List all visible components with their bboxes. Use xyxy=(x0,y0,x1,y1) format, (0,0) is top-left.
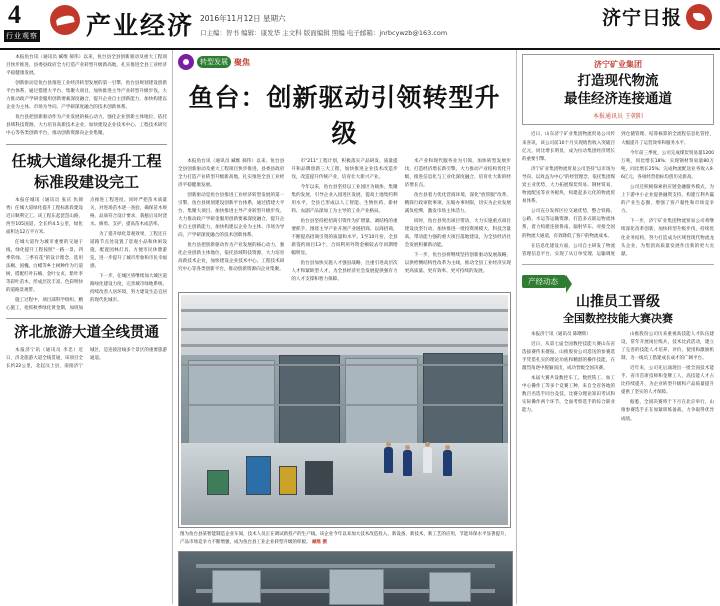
right-article-1-byline: 本报通讯员 王朝阳 xyxy=(593,113,643,121)
photo-machine xyxy=(212,570,261,603)
main-column xyxy=(172,50,517,604)
kicker-tag-secondary: 聚焦 xyxy=(234,57,250,67)
publication-date: 2016年11月12日 星期六 xyxy=(200,14,286,23)
paragraph: 本报鱼台讯（通讯员 臧维 郝伟）以来，鱼台县全县创新驱动及重大工程项目快步推进，县委县政府全力打造产业转型升级新高地，扎实推进全县工业经济平稳健康发展。 xyxy=(6,55,167,77)
right-article-2-title xyxy=(522,291,714,331)
paragraph: 今年前三季度，公司完成煤炭贸易量1200万吨，同比增长18%；实现钢材贸易量80万吨，同比增长25%；完成物流配送业务收入9.6亿元，各项经营指标均创历史新高。 xyxy=(621,150,714,180)
photo-pipe xyxy=(181,364,508,366)
right-article-1 xyxy=(522,54,714,125)
paragraph: 本届大赛共设数控车工、数控铣工、加工中心操作工等多个竞赛工种，来自全省各地的数百名选手同台竞技。比赛分理论知识考试和实际操作两个环节，全面考察选手的综合职业能力。 xyxy=(522,376,615,414)
paragraph: 任城大道作为城市重要的交通干线，绿化提升工程按照"一路一景、四季常绿、三季有花"的设计理念，选用法桐、国槐、白蜡等乡土树种作为行道树，搭配红叶石楠、金叶女贞、紫叶李等彩叶苗木，形成层次丰富、色彩明快的道路景观带。 xyxy=(6,239,83,293)
left-article-1-title xyxy=(6,144,167,197)
photo-equipment-green xyxy=(207,470,229,495)
main-photo-frame xyxy=(178,292,511,528)
photo-worker xyxy=(423,447,432,473)
paragraph: 今年以来，鱼台县坚持以工业园区为载体，集聚集约发展，引导企业入园进区发展，提高土地集约利用水平，全县已形成以人工智能、生物医药、新材料、农副产品深加工为主导的工业产业格局。 xyxy=(291,185,398,215)
paragraph: 本报济宁讯（通讯员 李忠）近日，济北旅游大道全线贯通，该项目全长约22公里，北起汶上县，南接济宁城区，是连接沿线多个景区的重要旅游通道。 xyxy=(6,348,167,370)
paragraph: 创新驱动是鱼台县推进工业经济转型发展的第一引擎，鱼台县规划建设创新平台体系，通过搭建大平台、集聚大项目，加快推进主导产业转型升级步伐。大力推动政产学研金服用创新要素深度融合，提升企业自主创新能力，加快构建以企业为主体、市场为导向、产学研深度融合的技术创新体系。 xyxy=(178,193,285,239)
photo-caption xyxy=(178,528,511,546)
left-article-2-title: 济北旅游大道全线贯通 xyxy=(6,318,167,348)
paragraph: 近日，从第七届全国数控技能大赛山东省选拔赛传来捷报，山推股份公司选送的参赛选手凭借扎实的理论功底和精湛的操作技能，在激烈角逐中脱颖而出，成功晋级全国决赛。 xyxy=(522,341,615,371)
title-line-1: 任城大道绿化提升工程 xyxy=(11,152,162,171)
lead-headline: 鱼台：创新驱动引领转型升级 xyxy=(188,83,501,148)
photo-pipe xyxy=(196,564,496,568)
editorial-meta: 口主编：智书 编辑：康发华 主文科 版面编辑 照编 电子邮箱：jnrbcywzb@163.com xyxy=(200,29,448,37)
factory-photo xyxy=(181,295,508,525)
title-line-1: 山推员工晋级 xyxy=(576,293,660,310)
paragraph: 鱼台县坚持把招商引资作为扩增量、调结构的重要抓手，围绕主导产业开展产业链招商、以商招商，不断提高招商引资的质量和水平。1至10月份，全县新签约项目13个，合同利用外资金额较去年同期增幅明显。 xyxy=(291,219,398,257)
title-line-1: 打造现代物流 xyxy=(577,73,659,89)
right-article-1-body xyxy=(522,131,714,259)
secondary-photo xyxy=(178,551,513,606)
paragraph: 施工过程中，项目部科学组织、精心施工，抢抓秋季绿化黄金期，加班加点推进工程进度。同时严把苗木质量关，对进场苗木逐一查验，确保苗木规格、品质符合设计要求，栽植后及时浇水、修剪、支护，提高苗木成活率。 xyxy=(6,197,167,311)
right-article-1-title xyxy=(527,72,709,108)
photo-machine xyxy=(423,353,503,452)
purple-lens-icon xyxy=(178,54,194,70)
paragraph: 为了提升绿化景观效果，工程还在道路节点处设置了景观小品和休闲设施，配置园林灯具，方便市民休憩游览，进一步提升了城市形象和市民幸福感。 xyxy=(90,231,167,269)
paragraph: 济宁矿业集团物流贸易公司坚持"以市场为导向、以效益为中心"的经营理念，依托集团煤炭主业优势，大力拓展煤炭贸易、钢材贸易、物流配送等业务板块，构建起多元化的物流贸易体系。 xyxy=(522,166,615,205)
lead-article-col-1 xyxy=(6,54,167,138)
masthead xyxy=(0,0,720,50)
photo-equipment-yellow xyxy=(279,466,297,496)
paragraph: 本报鱼台讯（通讯员 臧维 郝伟）以来，鱼台县全县创新驱动及重大工程项目快步推进，县委县政府全力打造产业转型升级新高地，扎实推进全县工业经济平稳健康发展。 xyxy=(178,159,285,189)
paragraph: 鱼台县把创新驱动作为产业发展的核心动力，强化企业创新主体地位，依托县域科技资源，大力培育高新技术企业，加快建设企业技术中心、工程技术研究中心等各类创新平台，推动创新资源向企业集聚。 xyxy=(6,115,167,137)
photo-pipe xyxy=(181,404,508,406)
paragraph: 鱼台县加快实施人才强县战略，注重引进高层次人才和紧缺型人才，为全县经济社会发展提供强有力的人才支撑和智力保障。 xyxy=(291,261,398,283)
page-body xyxy=(0,50,720,604)
paragraph: 下一步，鱼台县将继续坚持创新驱动发展战略，以供给侧结构性改革为主线，推动全县工业经济实现更高质量、更有效率、更可持续的发展。 xyxy=(404,253,511,275)
paragraph: 下一步，济宁矿业集团物流贸易公司将继续深化改革创新，加快转型升级步伐，持续优化业务结构，努力打造成为区域性现代物流龙头企业，为集团高质量发展作出新的更大贡献。 xyxy=(621,219,714,257)
photo-machine xyxy=(188,360,275,445)
paper-logo xyxy=(602,3,712,30)
page-title: 产业经济 xyxy=(86,11,195,40)
right-article-2-body xyxy=(522,331,714,424)
page-number: 4 xyxy=(8,0,21,29)
photo-machine xyxy=(329,569,384,604)
red-seal-icon xyxy=(686,4,712,30)
right-column xyxy=(517,50,720,604)
photo-machine xyxy=(429,572,471,603)
paragraph: 同时，鱼台县突出项目带动，大力实施重点项目建设攻坚行动，加快推进一批投资规模大、科技含量高、带动能力强的重大项目落地建设，为全县经济社会发展积蓄新动能。 xyxy=(404,219,511,249)
right-article-2-tab-row xyxy=(522,269,714,288)
paragraph: 公司还积极探索供应链金融服务模式，为上下游中小企业提供融资支持，构建互利共赢的产业生态圈，增强了客户黏性和市场竞争力。 xyxy=(621,185,714,215)
photo-equipment-dark xyxy=(305,461,333,495)
lead-kicker xyxy=(178,54,511,70)
paragraph: 市"211"工程计划，积极落实产品研发、质量提升和品牌创新三大工程，加快推进企业技术改造步伐，改造提升传统产业，培育壮大新兴产业。 xyxy=(291,159,398,181)
left-article-1-body xyxy=(6,197,167,313)
paragraph: 近年来，公司先后涌现出一批全国技术能手、省市首席技师和金牌工人，高技能人才占比持续提升，为企业转型升级和产品质量提升提供了坚实的人才保障。 xyxy=(621,365,714,396)
paragraph: 创新驱动是鱼台县推进工业经济转型发展的第一引擎，鱼台县规划建设创新平台体系，通过搭建大平台、集聚大项目，加快推进主导产业转型升级步伐。大力推动政产学研金服用创新要素深度融合，提升企业自主创新能力，加快构建以企业为主体、市场为导向、产学研深度融合的技术创新体系。 xyxy=(6,81,167,111)
divider xyxy=(522,264,714,265)
paragraph: 在信息化建设方面，公司自主研发了物流管理信息平台，实现了从订单受理、运输调度到仓储管理、结算核算的全流程信息化管控，大幅提升了运营效率和服务水平。 xyxy=(522,132,714,257)
title-line-2: 标准段建设完工 xyxy=(33,172,139,191)
red-circle-sun-logo xyxy=(50,5,80,35)
photo-equipment-blue xyxy=(246,456,271,495)
photo-credit: 臧维 摄 xyxy=(311,540,328,546)
photo-worker xyxy=(443,450,452,476)
title-line-2: 最佳经济连接通道 xyxy=(564,91,672,108)
left-article-2-body xyxy=(6,347,167,371)
paragraph: 本报任城讯（通讯员 张庆 仇锦秀）任城大道绿化提升工程标准段建设近日顺利完工。该工程东起琵琶山路，西至105国道，全长约4.5公里，绿化面积达12万平方米。 xyxy=(6,197,83,235)
photo-beam xyxy=(181,344,508,347)
byline: 本报济宁讯（通讯员 陈曙辉） xyxy=(531,331,591,337)
photo-worker xyxy=(384,447,393,473)
section-tab-industry-news[interactable]: 产经动态 xyxy=(522,275,566,288)
photo-machine xyxy=(345,358,419,447)
kicker-tag: 转型发展 xyxy=(197,56,231,68)
paragraph: 鱼台县着力优化营商环境，深化"放管服"改革，精简行政审批事项，压缩办事时限，切实为企业发展减负松绑，激发市场主体活力。 xyxy=(404,193,511,215)
title-line-2: 全国数控技能大赛决赛 xyxy=(563,311,673,325)
right-article-1-kicker: 济宁矿业集团 xyxy=(594,60,642,69)
paper-name: 济宁日报 xyxy=(601,8,682,29)
paragraph: 术产业和现代服务业为引领，加快转型发展步伐，打造经济增长新引擎。大力推动产业结构优化升级，推进信息化与工业化深度融合，培育壮大新的经济增长点。 xyxy=(404,159,511,189)
lead-article-col-b xyxy=(291,158,397,286)
photo-machine xyxy=(279,355,340,449)
paragraph: 据悉，全国决赛将于下月在北京举行，山推参赛选手正在加紧训练备战，力争取得优异成绩。 xyxy=(621,400,714,422)
paragraph: 下一步，任城区将继续加大城区道路绿化建设力度，完善城市绿地系统，持续改善人居环境，努力建设生态宜居的现代化城市。 xyxy=(90,273,167,303)
paragraph: 公司充分发挥区位交通优势，整合铁路、公路、水运等运输资源，打造多式联运物流体系，着力构建连接鲁南、辐射华东、对接全国的物流大通道，有效降低了客户的物流成本。 xyxy=(522,209,615,239)
lead-article-col-a xyxy=(178,158,284,286)
photo-beam xyxy=(181,328,508,331)
page-section-label: 行业观察 xyxy=(6,32,38,40)
left-column xyxy=(0,50,172,604)
lead-article-col-c xyxy=(405,158,511,286)
photo-floor xyxy=(181,443,508,526)
paragraph: 鱼台县把创新驱动作为产业发展的核心动力，强化企业创新主体地位，依托县域科技资源，大力培育高新技术企业，加快建设企业技术中心、工程技术研究中心等各类创新平台，推动创新资源向企业集聚。 xyxy=(178,243,285,273)
photo-beam xyxy=(181,309,508,312)
photo-worker xyxy=(403,450,412,476)
caption-text: 图为鱼台县某智能制造企业车间，技术人员正在调试新投产的生产线。该企业今年以来加大技术改造投入，新设备、新技术、新工艺的应用，节能环保水平显著提升，产品市场竞争力不断增强，成为鱼台县工业企业转型升级的样板。 xyxy=(180,532,509,546)
paragraph: 山推股份公司历来重视高技能人才队伍建设，常年开展岗位练兵、技术比武活动，建立了完善的技能人才培养、评价、使用和激励机制，为一线员工搭建成长成才的广阔平台。 xyxy=(621,331,714,361)
paragraph: 近日，山东济宁矿业集团物流贸易公司传来喜讯，该公司前10个月实现销售收入突破百亿元，同比增长明显，成为拉动集团经济增长的重要引擎。 xyxy=(522,132,615,162)
lead-article-columns xyxy=(178,158,511,286)
